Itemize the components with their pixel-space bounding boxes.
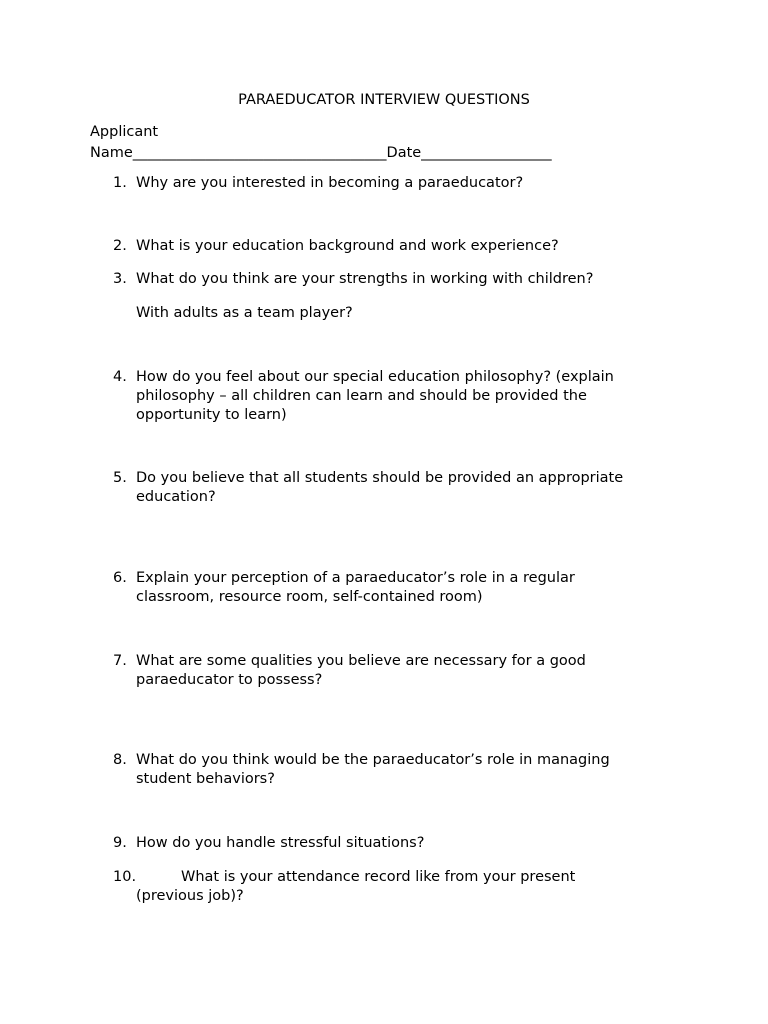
document-title: PARAEDUCATOR INTERVIEW QUESTIONS (238, 92, 530, 108)
question-text-continued: (previous job)? (136, 888, 244, 904)
question-text: What are some qualities you believe are necessary for a good paraeducator to possess? (136, 653, 586, 688)
applicant-block (90, 123, 690, 163)
question-text: How do you feel about our special education philosophy? (explain philosophy – all children can learn and should be provided the opportunity to learn) (136, 369, 614, 423)
question-10 (113, 868, 673, 906)
question-number: 4. (113, 369, 127, 385)
question-2 (113, 237, 673, 256)
question-3-subtext: With adults as a team player? (136, 305, 353, 321)
question-number: 2. (113, 238, 127, 254)
question-4 (113, 368, 673, 425)
question-number: 6. (113, 570, 127, 586)
question-number: 9. (113, 835, 127, 851)
question-9 (113, 834, 673, 853)
question-text: Explain your perception of a paraeducator’s role in a regular classroom, resource room, self-contained room) (136, 570, 575, 605)
question-1 (113, 174, 673, 193)
question-text: How do you handle stressful situations? (136, 835, 425, 851)
question-text: What do you think would be the paraeducator’s role in managing student behaviors? (136, 752, 610, 787)
applicant-label: Applicant (90, 124, 159, 140)
question-8 (113, 751, 673, 789)
question-text: Why are you interested in becoming a paraeducator? (136, 175, 524, 191)
question-number: 3. (113, 271, 127, 287)
question-number: 7. (113, 653, 127, 669)
question-7 (113, 652, 673, 690)
question-number: 10. (113, 869, 137, 885)
question-text: What is your attendance record like from your present (181, 869, 576, 885)
question-number: 5. (113, 470, 127, 486)
name-date-line: Name___________________________________Date__________________ (90, 145, 552, 161)
question-number: 1. (113, 175, 127, 191)
question-text: Do you believe that all students should be provided an appropriate education? (136, 470, 624, 505)
question-6 (113, 569, 673, 607)
question-3 (113, 270, 673, 289)
question-number: 8. (113, 752, 127, 768)
question-text: What is your education background and work experience? (136, 238, 559, 254)
question-5 (113, 469, 673, 507)
question-text: What do you think are your strengths in working with children? (136, 271, 594, 287)
